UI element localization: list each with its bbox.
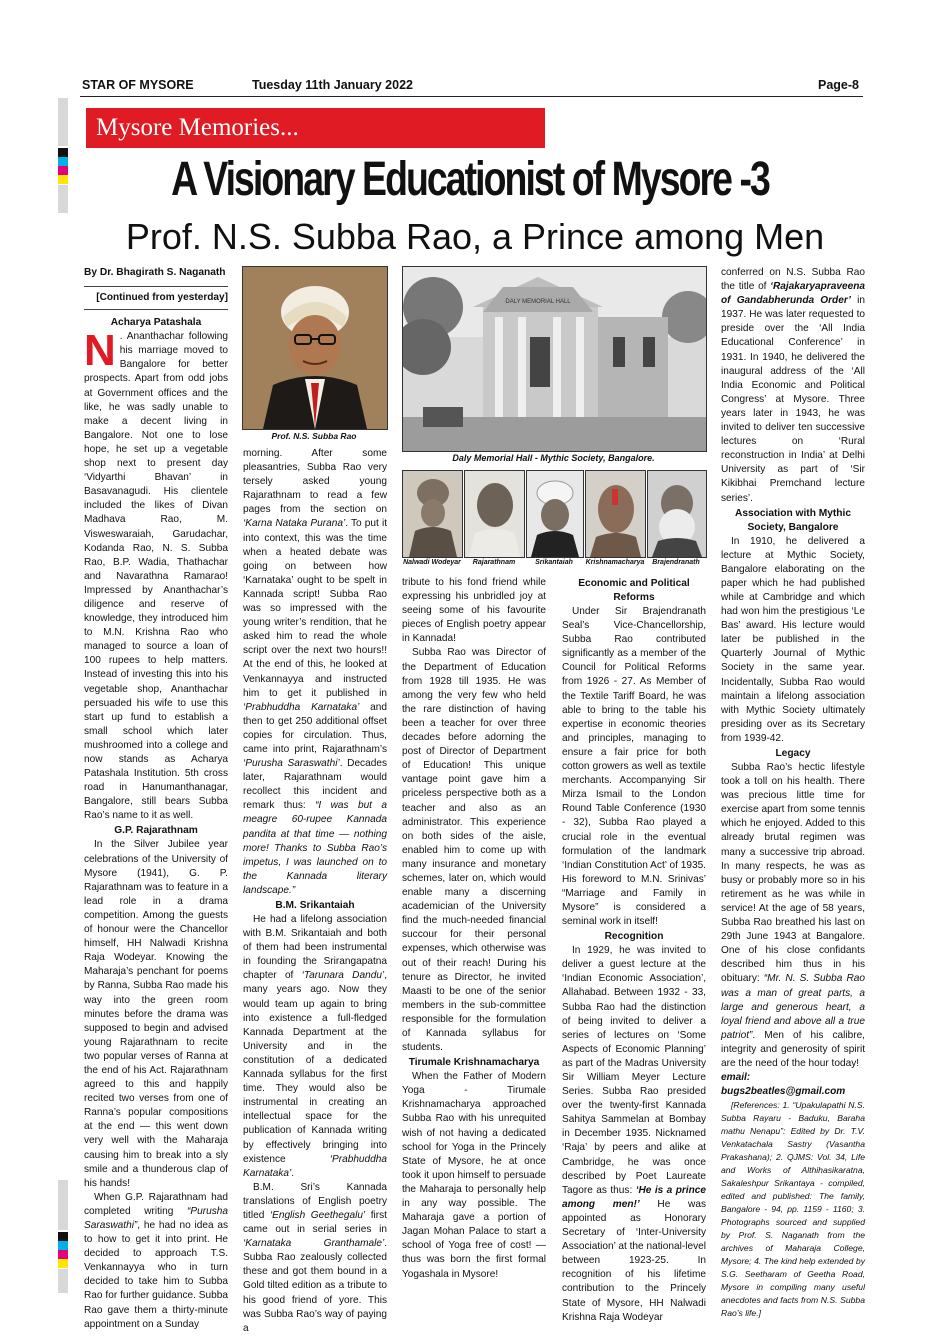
subhead-recognition: Recognition <box>604 931 664 943</box>
paragraph: He had a lifelong association with B.M. Srikantaiah and both of them had been instrumental in founding the Srirangapatna chapter of ‘Tarunara Dandu’, many years ago. Now they would team up again to bring into existence a full-fledged Kannada Department at the University and in the constitution of a dedicated Kannada syllabus for the first time. They would also be instrumental in creating an intellectual space for the publication of Kannada writing by effectively bringing into existence ‘Prabhuddha Karnataka’. <box>243 914 387 1179</box>
hall-caption: Daly Memorial Hall - Mythic Society, Bangalore. <box>452 453 655 463</box>
hall-illustration <box>403 267 706 451</box>
person-caption: Brajendranath <box>652 559 700 566</box>
subhead-srikantaiah: B.M. Srikantaiah <box>275 900 355 911</box>
article-column-5 <box>721 266 865 1320</box>
publication-name: STAR OF MYSORE <box>82 78 194 92</box>
paragraph: In the Silver Jubilee year celebrations of the University of Mysore (1941), G. P. Rajarathnam was to feature in a lead role in a drama competition. Among the guests of honour were the Chancellor himself, HH Nalwadi Krishna Raja Wodeyar. Knowing the Maharaja’s penchant for poems by Ranna, Subba Rao made his way into the green room minutes before the drama was supposed to begin and advised young Rajarathnam to recite two popular verses of Ranna at the end of his Act. Rajarathnam agreed to this and happily recited two verses from one of Ranna’s popular compositions at the end — this went down very well with the Maharaja causing him to break into a sly smile and a thunderous clap of his hands! <box>84 839 228 1189</box>
paragraph: . Ananthachar following his marriage moved to Bangalore for better prospects. Apart from odd jobs at Government offices and the like, he was sadly unable to make a decent living in Bangalore. Not one to lose hope, he set up a vegetable shop next to present day ‘Vidyarthi Bhavan’ in Basavanagudi. His clientele included the likes of Divan Madhava Rao, M. Visweswaraiah, Garudachar, Kodanda Rao, N. S. Subba Rao, B.P. Wadia, Thathachar and Navarathna Ramarao! Impressed by Ananthachar’s diligence and reserve of knowledge, they introduced him to M.N. Krishna Rao who managed to source a loan of 100 rupees to help matters. Instead of investing this into his vegetable shop, Ananthachar persuaded his wife to use this start up fund to establish a small school which later mushroomed into a college and now stands as Acharya Patashala Institution. 5th cross road in Hanumanthanagar, Bangalore, still bears Subba Rao’s name to it as well. <box>84 331 228 822</box>
person-photo-krishnamacharya <box>585 470 646 558</box>
continued-note: [Continued from yesterday] <box>96 292 228 304</box>
portrait-photo <box>242 266 388 430</box>
paragraph: Subba Rao’s hectic lifestyle took a toll on his health. There was precious little time for exercise apart from some tennis which he enjoyed. Added to this already brutal regimen was many a successive trip abroad. In many respects, he was as busy or probably more so in his retirement as he was while in service! At the age of 58 years, Subba Rao breathed his last on 29th June 1943 at Bangalore. One of his close confidants described him thus in his obituary: “Mr. N. S. Subba Rao was a man of great parts, a large and generous heart, a loyal friend and above all a true patriot”. Men of his calibre, integrity and generosity of spirit are the need of the hour today! <box>721 762 865 1069</box>
registration-mark <box>58 1250 68 1259</box>
paragraph: B.M. Sri’s Kannada translations of English poetry titled ‘English Geethegalu’ first came out in serial series in ‘Karnataka Granthamale’. Subba Rao zealously collected these and got them bound in a Gold tilted edition as a tribute to his good friend of yore. This was Subba Rao’s way of paying a <box>243 1181 387 1334</box>
article-column-3 <box>402 576 546 1282</box>
subhead-mythic: Association with Mythic Society, Bangalore <box>734 507 852 533</box>
person-caption: Srikantaiah <box>535 559 573 566</box>
drop-cap: N <box>84 326 116 376</box>
person-caption: Nalwadi Wodeyar <box>403 559 461 566</box>
registration-mark <box>58 1232 68 1241</box>
person-caption: Krishnamacharya <box>585 559 645 566</box>
page-number: Page-8 <box>818 78 859 92</box>
references: [References: 1. “Upakulapathi N.S. Subba Rayaru - Baduku, Baraha mathu Nenapu”: Edited by Dr. T.V. Venkatachala Sastry (Vasantha Prakashana); 2. QJMS: Vol. 34, Life and Works of Althihasikaratna, Sakaleshpur Srikantaya - compiled, edited and published: The family, Bangalore - 94, pp. 1159 - 1160; 3. Photographs sourced and supplied by Prof. S. Naganath from the archives of Maharaja College, Mysore; 4. The kind help extended by S.G. Seetharam of Geetha Road, Mysore in compiling many useful anecdotes and facts from N.S. Subba Rao’s life.] <box>721 1100 865 1319</box>
subhead-economic: Economic and Political Reforms <box>578 578 690 603</box>
subhead-krishnamacharya: Tirumale Krishnamacharya <box>408 1057 540 1069</box>
person-caption: Rajarathnam <box>472 559 516 566</box>
hall-sign: DALY MEMORIAL HALL <box>505 299 571 305</box>
hall-photo <box>402 266 707 452</box>
registration-mark <box>58 1241 68 1250</box>
person-photo-nalwadi <box>402 470 463 558</box>
article-column-4 <box>562 576 706 1325</box>
article-column-1 <box>84 266 228 1332</box>
registration-mark <box>58 148 68 157</box>
person-photo-rajarathnam <box>464 470 525 558</box>
byline: By Dr. Bhagirath S. Naganath <box>84 267 226 278</box>
registration-mark <box>58 157 68 166</box>
registration-mark <box>58 1259 68 1268</box>
subhead-legacy: Legacy <box>775 748 811 759</box>
paragraph: When G.P. Rajarathnam had completed writing “Purusha Saraswathi”, he had no idea as to how to get it into print. He decided to approach T.S. Venkannayya who in turn decided to take him to Subba Rao for further guidance. Subba Rao gave them a thirty-minute appointment on a Sunday <box>84 1191 228 1330</box>
paragraph: conferred on N.S. Subba Rao the title of ‘Rajakaryapraveena of Gandabherunda Order’ in 1937. He was later requested to preside over the ‘All India Educational Conference’ in 1931. In 1940, he delivered the inaugural address of the ‘All India Economic and Political Congress’ at Mysore. Three years later in 1943, he was invited to deliver ten successive lectures on ‘Rural reconstruction in India’ at Delhi University as part of ‘Sir Kikibhai Premchand lecture series’. <box>721 267 865 504</box>
paragraph: tribute to his fond friend while expressing his unbridled joy at seeing some of his favourite pieces of English poetry appear in Kannada! <box>402 577 546 645</box>
header-rule <box>80 96 863 97</box>
paragraph: Subba Rao was Director of the Department of Education from 1928 till 1935. He was among the very few who held the rare distinction of having been a teacher for over three decades before adorning the post of Director of Department of Education! This unique vantage point gave him a priceless perspective both as a teacher and also as an administrator. This experience on both sides of the aisle, enabled him to come up with many insurance and monetary schemes, later on, which would enable many a discerning academician of the University find the much-needed financial succour for their personal expenses, which otherwise was out of their reach! During his tenure as Director, he invited Maasti to be one of the senior members in the sub-committee responsible for the formulation of Kannada syllabus for students. <box>402 647 546 1054</box>
person-photo-srikantaiah <box>526 470 584 558</box>
portrait-caption: Prof. N.S. Subba Rao <box>271 431 357 441</box>
issue-date: Tuesday 11th January 2022 <box>252 78 413 92</box>
registration-mark <box>58 166 68 175</box>
article-column-2 <box>243 447 387 1336</box>
registration-gray-bar <box>58 98 68 146</box>
registration-gray-bar <box>58 1180 68 1230</box>
paragraph: In 1910, he delivered a lecture at Mythic Society, Bangalore elaborating on the paper which he had published while at Cambridge and which had won him the prestigious ‘Le Bas’ award. His lecture would later be published in the Quarterly Journal of Mythic Society in the same year. Incidentally, Subba Rao would maintain a lifelong association with Mythic Society ultimately presiding over as its Secretary from 1939-42. <box>721 535 865 744</box>
registration-mark <box>58 175 68 184</box>
paragraph: Under Sir Brajendranath Seal’s Vice-Chancellorship, Subba Rao contributed significantly as a member of the Council for Political Reforms from 1926 - 27. As Member of the Textile Tariff Board, he was able to bring to the table his expertise in economic theories and principles, managing to ensure a fair price for both cotton growers as well as textile merchants. Accompanying Sir Mirza Ismail to the London Round Table Conference (1930 - 32), Subba Rao played a crucial role in the eventual formulation of the landmark ‘Indian Constitution Act’ of 1935. His foreword to M.N. Srinivas’ “Marriage and Family in Mysore” is considered a seminal work in itself! <box>562 606 706 928</box>
subhead-rajarathnam: G.P. Rajarathnam <box>114 825 198 837</box>
author-email: email: bugs2beatles@gmail.com <box>721 1072 846 1098</box>
registration-gray-bar <box>58 1269 68 1293</box>
paragraph: When the Father of Modern Yoga - Tirumale Krishnamacharya approached Subba Rao with his unrequited wish of not having a dedicated school for Yoga in the Princely State of Mysore, he at once took it upon himself to persuade the Maharaja to personally help in any way possible. The Maharaja gave a portion of Jagan Mohan Palace to start a school of Yoga free of cost! — thus was born the first formal Yogashala in Mysore! <box>402 1071 546 1280</box>
headline: A Visionary Educationist of Mysore -3 <box>171 153 769 206</box>
registration-gray-bar <box>58 185 68 213</box>
paragraph: morning. After some pleasantries, Subba Rao very tersely asked young Rajarathnam to read a few pages from the section on ‘Karna Nataka Purana’. To put it into context, this was the time when a heated debate was going on between how ‘Karnataka’ ought to be spelt in Kannada script! Subba Rao was so impressed with the young writer’s rendition, that he asked him to read the whole script over the next two hours!! At the end of this, he looked at Venkannayya and instructed him to get it published in ‘Prabhuddha Karnataka’ and then to get 250 additional offset copies for circulation. Thus, came into print, Rajarathnam’s ‘Purusha Saraswathi’. Decades later, Rajarathnam would recollect this incident and remark thus: “I was but a meagre 60-rupee Kannada pandita at that time — nothing more! Thanks to Subba Rao’s impetus, I was launched on to the Kannada literary landscape.” <box>243 448 388 896</box>
subheadline: Prof. N.S. Subba Rao, a Prince among Men <box>125 216 825 257</box>
subhead-acharya: Acharya Patashala <box>110 317 202 329</box>
portrait-illustration <box>243 267 387 429</box>
section-banner: Mysore Memories... <box>86 108 545 148</box>
paragraph: In 1929, he was invited to deliver a guest lecture at the ‘Indian Economic Association’, Allahabad. Between 1932 - 33, Subba Rao had the distinction of being invited to deliver a series of lectures on ‘Some Aspects of Economic Planning’ as part of the Madras University Sir William Meyer Lecture Series. Subba Rao presided over the twenty-first Kannada Sahitya Sammelan at Bombay in December 1935. Nicknamed ‘Raja’ by peers and alike at Cambridge, he was once described by Poet Laureate Tagore as thus: ‘He is a prince among men!’ He was appointed as Honorary Secretary of ‘Inter-University Association’ at the national-level between 1923-25. In recognition of his lifetime contribution to the Princely State of Mysore, HH Nalwadi Krishna Raja Wodeyar <box>562 945 706 1323</box>
person-photo-brajendranath <box>647 470 707 558</box>
